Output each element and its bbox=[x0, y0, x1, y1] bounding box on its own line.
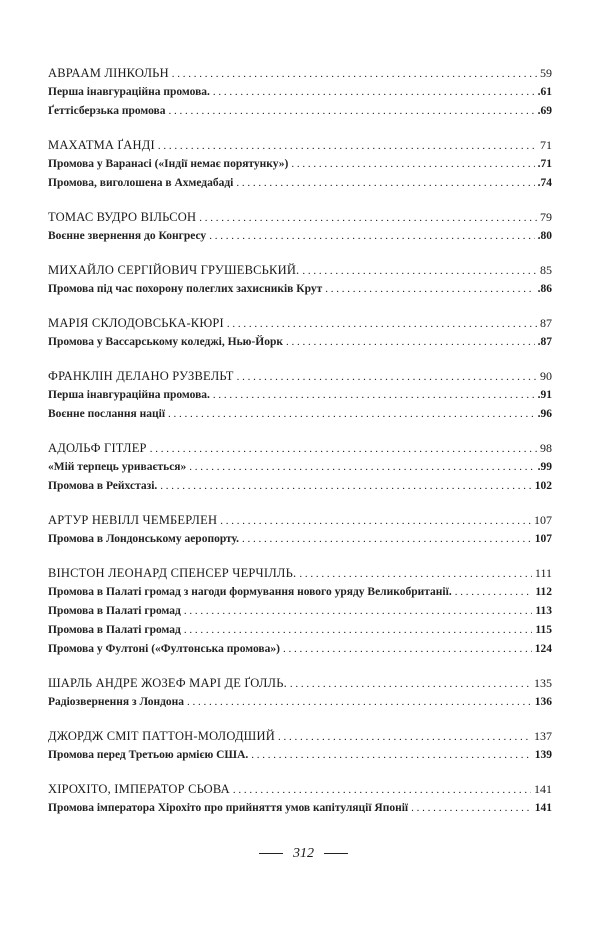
toc-title: Промова у Вассарському коледжі, Нью-Йорк bbox=[48, 336, 283, 348]
toc-page-number: 59 bbox=[540, 66, 552, 80]
toc-title: Перша інавгураційна промова. bbox=[48, 389, 210, 401]
dot-leader bbox=[184, 621, 533, 640]
toc-title: МАХАТМА ҐАНДІ bbox=[48, 138, 155, 152]
toc-title: Промова в Палаті громад bbox=[48, 605, 181, 617]
dot-leader bbox=[236, 174, 534, 193]
toc-title: Промова в Палаті громад з нагоди формування нового уряду Великобританії. bbox=[48, 586, 452, 598]
toc-entry[interactable] bbox=[48, 333, 552, 352]
toc-title: МАРІЯ СКЛОДОВСЬКА-КЮРІ bbox=[48, 316, 224, 330]
dot-leader bbox=[286, 333, 535, 352]
dot-leader bbox=[209, 227, 534, 246]
dot-leader bbox=[220, 512, 531, 531]
toc-page-number: 136 bbox=[534, 696, 552, 708]
toc-page-number: 111 bbox=[534, 566, 552, 580]
toc-entry[interactable] bbox=[48, 477, 552, 496]
dot-leader bbox=[251, 746, 532, 765]
toc-entry[interactable] bbox=[48, 640, 552, 659]
toc-title: АВРААМ ЛІНКОЛЬН bbox=[48, 66, 169, 80]
toc-page-number: 135 bbox=[534, 676, 552, 690]
dot-leader bbox=[158, 137, 537, 156]
toc-section bbox=[48, 727, 552, 765]
folio-dash-right bbox=[324, 853, 348, 854]
toc-heading[interactable] bbox=[48, 136, 552, 155]
dot-leader bbox=[242, 530, 532, 549]
toc-heading[interactable] bbox=[48, 261, 552, 280]
dot-leader bbox=[168, 405, 535, 424]
toc-entry[interactable] bbox=[48, 621, 552, 640]
dot-leader bbox=[290, 675, 531, 694]
dot-leader bbox=[187, 693, 532, 712]
toc-page-number: 115 bbox=[535, 624, 552, 636]
toc-title: Радіозвернення з Лондона bbox=[48, 696, 185, 708]
dot-leader bbox=[184, 602, 533, 621]
toc-title: Промова перед Третьою армією США. bbox=[48, 749, 249, 761]
toc-title: ВІНСТОН ЛЕОНАРД СПЕНСЕР ЧЕРЧІЛЛЬ. bbox=[48, 566, 297, 580]
toc-entry[interactable] bbox=[48, 83, 552, 102]
toc-entry[interactable] bbox=[48, 227, 552, 246]
dot-leader bbox=[291, 155, 534, 174]
dot-leader bbox=[278, 728, 531, 747]
toc-page-number: 90 bbox=[540, 369, 552, 383]
toc-title: ТОМАС ВУДРО ВІЛЬСОН bbox=[48, 210, 197, 224]
toc-entry[interactable] bbox=[48, 583, 552, 602]
toc-page-number: 87 bbox=[540, 316, 552, 330]
toc-section bbox=[48, 780, 552, 818]
dot-leader bbox=[237, 368, 537, 387]
page-number bbox=[0, 846, 607, 862]
toc-page-number: 98 bbox=[540, 441, 552, 455]
toc-section bbox=[48, 511, 552, 549]
toc-page-number: 139 bbox=[534, 749, 552, 761]
toc-page-number: 71 bbox=[540, 138, 552, 152]
toc-section bbox=[48, 64, 552, 121]
toc-title: ШАРЛЬ АНДРЕ ЖОЗЕФ МАРІ ДЕ ҐОЛЛЬ. bbox=[48, 676, 287, 690]
toc-title: Промова імператора Хірохіто про прийняття умов капітуляції Японії bbox=[48, 802, 409, 814]
toc-page-number: 102 bbox=[534, 480, 552, 492]
toc-entry[interactable] bbox=[48, 102, 552, 121]
dot-leader bbox=[411, 799, 532, 818]
toc-page-number: .87 bbox=[537, 336, 552, 348]
toc-entry[interactable] bbox=[48, 746, 552, 765]
toc-page-number: .71 bbox=[537, 158, 552, 170]
dot-leader bbox=[455, 583, 533, 602]
toc-entry[interactable] bbox=[48, 799, 552, 818]
page-number-text: 312 bbox=[293, 846, 314, 861]
dot-leader bbox=[213, 83, 535, 102]
toc-page-number: 137 bbox=[534, 729, 552, 743]
toc-section bbox=[48, 367, 552, 424]
toc-page-number: .86 bbox=[537, 283, 552, 295]
dot-leader bbox=[213, 386, 535, 405]
toc-entry[interactable] bbox=[48, 530, 552, 549]
toc-entry[interactable] bbox=[48, 405, 552, 424]
toc-heading[interactable] bbox=[48, 780, 552, 799]
toc-page-number: 124 bbox=[534, 643, 552, 655]
toc-entry[interactable] bbox=[48, 174, 552, 193]
toc-heading[interactable] bbox=[48, 64, 552, 83]
toc-title: Перша інавгураційна промова. bbox=[48, 86, 210, 98]
toc-title: Промова в Палаті громад bbox=[48, 624, 181, 636]
toc-title: Воєнне звернення до Конгресу bbox=[48, 230, 207, 242]
dot-leader bbox=[189, 458, 534, 477]
toc-heading[interactable] bbox=[48, 208, 552, 227]
toc-heading[interactable] bbox=[48, 511, 552, 530]
toc-section bbox=[48, 136, 552, 193]
toc-page-number: .69 bbox=[537, 105, 552, 117]
dot-leader bbox=[283, 640, 532, 659]
dot-leader bbox=[172, 65, 537, 84]
toc-title: ДЖОРДЖ СМІТ ПАТТОН-МОЛОДШИЙ bbox=[48, 729, 275, 743]
toc-title: АРТУР НЕВІЛЛ ЧЕМБЕРЛЕН bbox=[48, 513, 218, 527]
toc-title: Воєнне послання нації bbox=[48, 408, 166, 420]
dot-leader bbox=[302, 262, 537, 281]
toc-page-number: 141 bbox=[534, 802, 552, 814]
toc-section bbox=[48, 314, 552, 352]
toc-heading[interactable] bbox=[48, 314, 552, 333]
toc-section bbox=[48, 674, 552, 712]
dot-leader bbox=[199, 209, 537, 228]
toc-heading[interactable] bbox=[48, 564, 552, 583]
toc-title: МИХАЙЛО СЕРГІЙОВИЧ ГРУШЕВСЬКИЙ. bbox=[48, 263, 300, 277]
toc-title: ФРАНКЛІН ДЕЛАНО РУЗВЕЛЬТ bbox=[48, 369, 234, 383]
toc-page-number: 85 bbox=[540, 263, 552, 277]
toc-heading[interactable] bbox=[48, 439, 552, 458]
toc-title: Промова під час похорону полеглих захисників Крут bbox=[48, 283, 323, 295]
dot-leader bbox=[150, 440, 537, 459]
toc-section bbox=[48, 564, 552, 659]
toc-title: АДОЛЬФ ГІТЛЕР bbox=[48, 441, 147, 455]
toc-entry[interactable] bbox=[48, 693, 552, 712]
toc-entry[interactable] bbox=[48, 280, 552, 299]
toc-entry[interactable] bbox=[48, 155, 552, 174]
toc-page-number: 141 bbox=[534, 782, 552, 796]
toc-section bbox=[48, 261, 552, 299]
toc-page-number: .96 bbox=[537, 408, 552, 420]
toc-section bbox=[48, 439, 552, 496]
dot-leader bbox=[325, 280, 534, 299]
toc-section bbox=[48, 208, 552, 246]
dot-leader bbox=[160, 477, 531, 496]
toc-heading[interactable] bbox=[48, 674, 552, 693]
toc-page-number: 112 bbox=[535, 586, 552, 598]
toc-page-number: 107 bbox=[534, 513, 552, 527]
toc-title: Промова у Варанасі («Індії немає порятунку») bbox=[48, 158, 289, 170]
toc-entry[interactable] bbox=[48, 602, 552, 621]
folio-dash-left bbox=[259, 853, 283, 854]
toc-heading[interactable] bbox=[48, 727, 552, 746]
dot-leader bbox=[227, 315, 537, 334]
dot-leader bbox=[233, 781, 531, 800]
table-of-contents bbox=[48, 64, 552, 833]
toc-title: «Мій терпець уривається» bbox=[48, 461, 187, 473]
toc-title: Промова в Лондонському аеропорту. bbox=[48, 533, 240, 545]
toc-page-number: 113 bbox=[535, 605, 552, 617]
toc-heading[interactable] bbox=[48, 367, 552, 386]
toc-page-number: .80 bbox=[537, 230, 552, 242]
toc-page-number: .61 bbox=[537, 86, 552, 98]
toc-page-number: 79 bbox=[540, 210, 552, 224]
toc-title: Промова в Рейхстазі. bbox=[48, 480, 158, 492]
dot-leader bbox=[299, 565, 532, 584]
toc-title: Промова, виголошена в Ахмедабаді bbox=[48, 177, 234, 189]
toc-page-number: 107 bbox=[534, 533, 552, 545]
toc-title: Промова у Фултоні («Фултонська промова») bbox=[48, 643, 280, 655]
toc-page-number: .99 bbox=[537, 461, 552, 473]
toc-entry[interactable] bbox=[48, 386, 552, 405]
toc-page-number: .74 bbox=[537, 177, 552, 189]
toc-entry[interactable] bbox=[48, 458, 552, 477]
dot-leader bbox=[169, 102, 535, 121]
toc-title: ХІРОХІТО, ІМПЕРАТОР СЬОВА bbox=[48, 782, 230, 796]
toc-page-number: .91 bbox=[537, 389, 552, 401]
toc-title: Ґеттісберзька промова bbox=[48, 105, 166, 117]
